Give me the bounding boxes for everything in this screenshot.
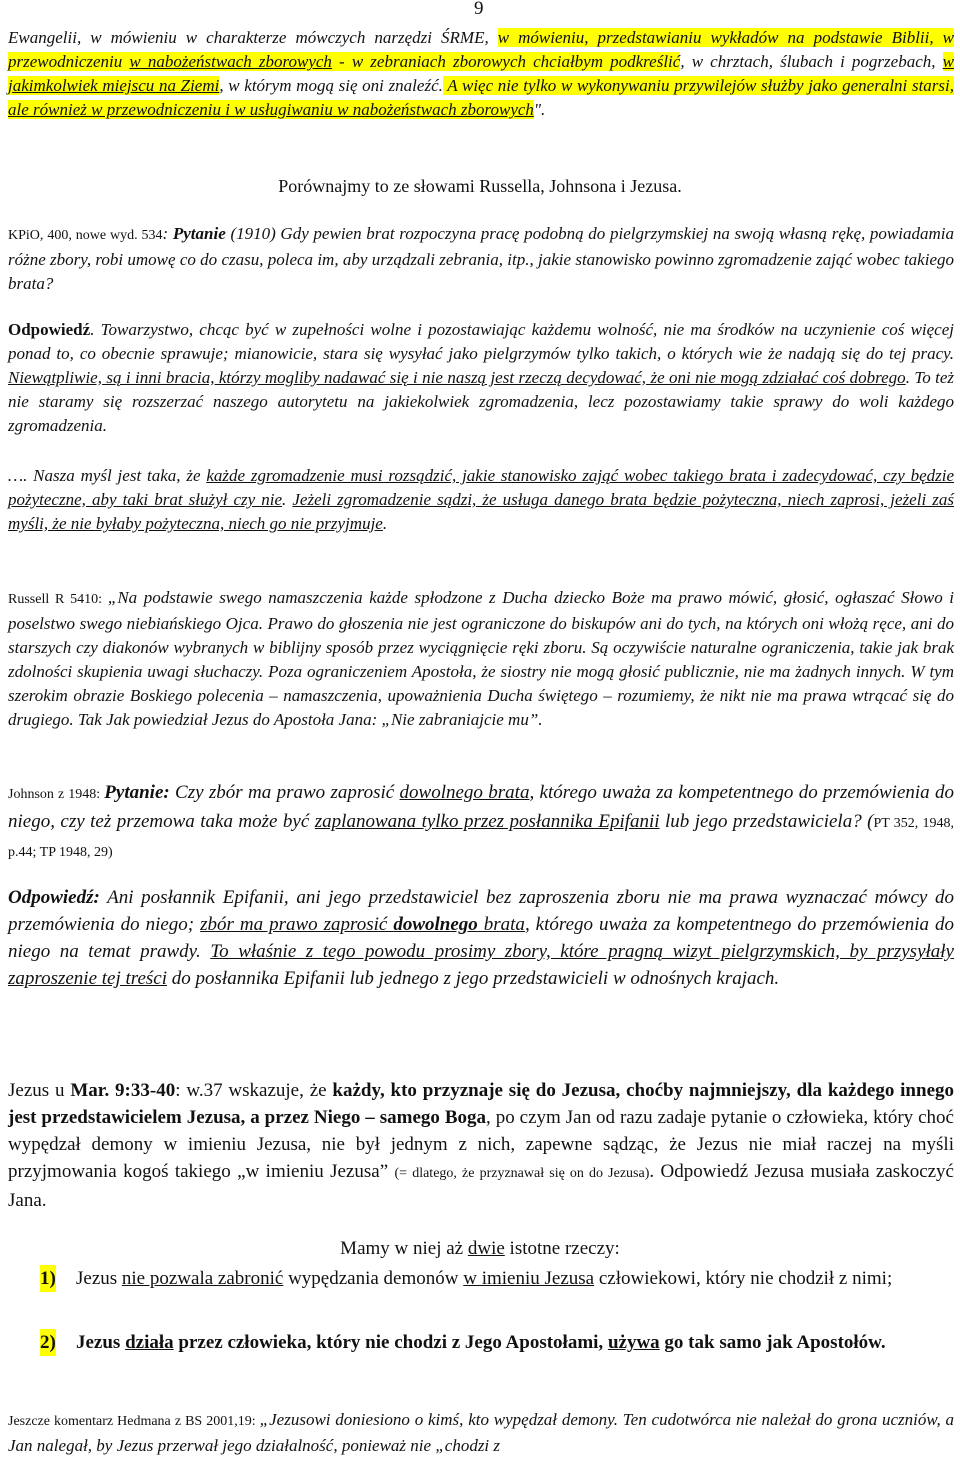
question-reference: KPiO, 400, nowe wyd. 534: [8, 228, 163, 243]
answer-text-2: . To też nie staramy się rozszerzać naszego autorytetu na jakiekolwiek zgromadzenia, lecz pozostawiamy takie sprawy do woli każdego zgromadzenia.: [8, 368, 955, 435]
list-number-1: 1): [40, 1265, 56, 1292]
intro-highlight-4: A więc nie tylko w wykonywaniu przywilejów służby jako generalni starsi,: [442, 76, 954, 95]
answer-text-1: . Towarzystwo, chcąc być w zupełności wolne i pozostawiając każdemu wolność, nie ma środków na uczynienie coś więcej ponad to, co obecnie sprawuje; mianowicie, stara się wysyłać jako pielgrzymów tylko takich, o których wie że nadają się do tej pracy.: [8, 320, 954, 363]
intro-highlight-underline-3: ale również w przewodniczeniu i w usługiwaniu w nabożeństwach zborowych: [8, 100, 534, 119]
answer-label: Odpowiedź: [8, 320, 91, 339]
section-heading-two-things: Mamy w niej aż dwie istotne rzeczy:: [340, 1238, 620, 1259]
paragraph-question-1910: KPiO, 400, nowe wyd. 534: Pytanie (1910) Gdy pewien brat rozpoczyna pracę podobną do pielgrzymskiej na swoją własną rękę, powiadamia różne zbory, robi umowę co do czasu, poleca im, aby urządzali zebrania, itp., jakie stanowisko powinno zgromadzenie zająć wobec takiego brata?: [8, 224, 954, 293]
paragraph-johnson-question: Johnson z 1948: Pytanie: Czy zbór ma prawo zaprosić dowolnego brata, którego uważa za kompetentnego do przemówienia do niego, czy też przemowa taka może być zaplanowana tylko przez posłannika Epifanii lub jego przedstawiciela? (PT 352, 1948, p.44; TP 1948, 29): [8, 782, 955, 860]
thought-underlined-1: każde zgromadzenie musi rozsądzić, jakie stanowisko zająć wobec takiego brata i zadecydować, czy będzie pożyteczne, aby taki brat służył czy nie: [8, 466, 954, 509]
mark-reference: Mar. 9:33-40: [70, 1080, 176, 1101]
list-item-1: 1) Jezus nie pozwala zabronić wypędzania demonów w imieniu Jezusa człowiekowi, który nie chodził z nimi;: [40, 1265, 954, 1292]
russell-reference: Russell R 5410:: [8, 592, 108, 607]
hedman-quote: „Jezusowi doniesiono o kimś, kto wypędzał demony. Ten cudotwórca nie należał do grona uczniów, a Jan nalegał, by Jezus przerwał jego działalność, ponieważ nie „chodzi z: [8, 1410, 954, 1455]
section-heading-compare: Porównajmy to ze słowami Russella, Johnsona i Jezusa.: [278, 176, 682, 196]
intro-text-3: , w którym mogą się oni znaleźć.: [219, 76, 443, 95]
intro-highlight-underline-1: w nabożeństwach zborowych: [129, 52, 332, 71]
paragraph-jesus-mark: Jezus u Mar. 9:33-40: w.37 wskazuje, że każdy, kto przyznaje się do Jezusa, choćby najmniejszy, dla każdego innego jest przedstawicielem Jezusa, a przez Niego – samego Boga, po czym Jan od razu zadaje pytanie o człowieka, który choć wypędzał demony w imieniu Jezusa, nie był jednym z nich, zapewne sądząc, że Jezus nie miał raczej na myśli przyjmowania kogoś takiego „w imieniu Jezusa” (= dlatego, że przyznawał się on do Jezusa). Odpowiedź Jezusa musiała zaskoczyć Jana.: [8, 1080, 955, 1211]
russell-quote: „Na podstawie swego namaszczenia każde spłodzone z Ducha dziecko Boże ma prawo mówić, głosić, ogłaszać Słowo i poselstwo swego niebiańskiego Ojca. Prawo do głoszenia nie jest ograniczone do biskupów ani do tych, na których oni włożą ręce, ani do starszych czy diakonów wybranych w biblijny sposób przez wyciągnięcie ręki zboru. Są oczywiście naturalne ograniczenia, takie jak brak zdolności skupienia uwagi słuchaczy. Poza ograniczeniem Apostoła, że siostry nie mogą głosić publicznie, nie ma żadnych innych. W tym szerokim obrazie Boskiego polecenia – namaszczenia, upoważnienia Ducha świętego – rozumiemy, że nikt nie ma prawa wtrącać się do drugiego. Tak Jak powiedział Jezus do Apostoła Jana: „Nie zabraniajcie mu”.: [8, 588, 954, 729]
intro-text-4: ".: [533, 100, 546, 119]
intro-text-1: Ewangelii, w mówieniu w charakterze mówczych narzędzi ŚRME,: [8, 28, 498, 47]
intro-highlight-underline-2: w jakimkolwiek miejscu na Ziemi: [8, 52, 954, 95]
paragraph-russell: [8, 586, 954, 732]
thought-underlined-2: Jeżeli zgromadzenie sądzi, że usługa danego brata będzie pożyteczna, niech zaprosi, jeżeli zaś myśli, że nie byłaby pożyteczna, niech go nie przyjmuje: [8, 490, 955, 533]
paragraph-intro: [8, 26, 954, 122]
answer-text-underlined: Niewątpliwie, są i inni bracia, którzy mogliby nadawać się i nie naszą jest rzeczą decydować, że oni nie mogą zdziałać coś dobrego: [8, 368, 906, 387]
list-item-2: 2) Jezus działa przez człowieka, który nie chodzi z Jego Apostołami, używa go tak samo jak Apostołów.: [40, 1329, 954, 1356]
paragraph-johnson-answer: Odpowiedź: Ani posłannik Epifanii, ani jego przedstawiciel bez zaproszenia zboru nie ma prawa wyznaczać mówcy do przemówienia do niego; zbór ma prawo zaprosić dowolnego brata, którego uważa za kompetentnego do przemówienia do niego na temat prawdy. To właśnie z tego powodu prosimy zbory, które pragną wizyt pielgrzymskich, by przysyłały zaproszenie tej treści do posłannika Epifanii lub jednego z jego przedstawicieli w odnośnych krajach.: [8, 887, 954, 989]
intro-highlight-3: w zebraniach zborowych chciałbym podkreślić: [351, 52, 681, 71]
johnson-question-label: Pytanie:: [104, 782, 170, 803]
intro-text-2: , w chrztach, ślubach i pogrzebach,: [680, 52, 943, 71]
question-text: (1910) Gdy pewien brat rozpoczyna pracę podobną do pielgrzymskiej na swoją własną rękę, powiadamia różne zbory, robi umowę co do czasu, poleca im, aby urządzali zebrania, itp., jakie stanowisko powinno zgromadzenie zająć wobec takiego brata?: [8, 224, 954, 293]
paragraph-answer-1910: [8, 318, 954, 438]
question-label: Pytanie: [172, 224, 226, 243]
johnson-citation: PT 352, 1948, p.44; TP 1948, 29): [8, 816, 954, 860]
intro-highlight-1: w mówieniu, przedstawianiu wykładów na podstawie Biblii, w przewodniczeniu: [8, 28, 954, 71]
johnson-answer-label: Odpowiedź:: [8, 887, 100, 908]
mark-bold-statement: każdy, kto przyznaje się do Jezusa, choćby najmniejszy, dla każdego innego jest przedstawicielem Jezusa, a przez Niego – samego Boga: [8, 1080, 955, 1128]
paragraph-our-thought: …. Nasza myśl jest taka, że każde zgromadzenie musi rozsądzić, jakie stanowisko zająć wobec takiego brata i zadecydować, czy będzie pożyteczne, aby taki brat służył czy nie. Jeżeli zgromadzenie sądzi, że usługa danego brata będzie pożyteczna, niech zaprosi, jeżeli zaś myśli, że nie byłaby pożyteczna, niech go nie przyjmuje.: [8, 466, 955, 533]
list-number-2: 2): [40, 1329, 56, 1356]
johnson-reference: Johnson z 1948:: [8, 787, 105, 802]
page-number: 9: [474, 0, 484, 19]
hedman-reference: Jeszcze komentarz Hedmana z BS 2001,19:: [8, 1414, 260, 1429]
paragraph-hedman: [8, 1408, 954, 1458]
intro-highlight-2: -: [331, 52, 352, 71]
